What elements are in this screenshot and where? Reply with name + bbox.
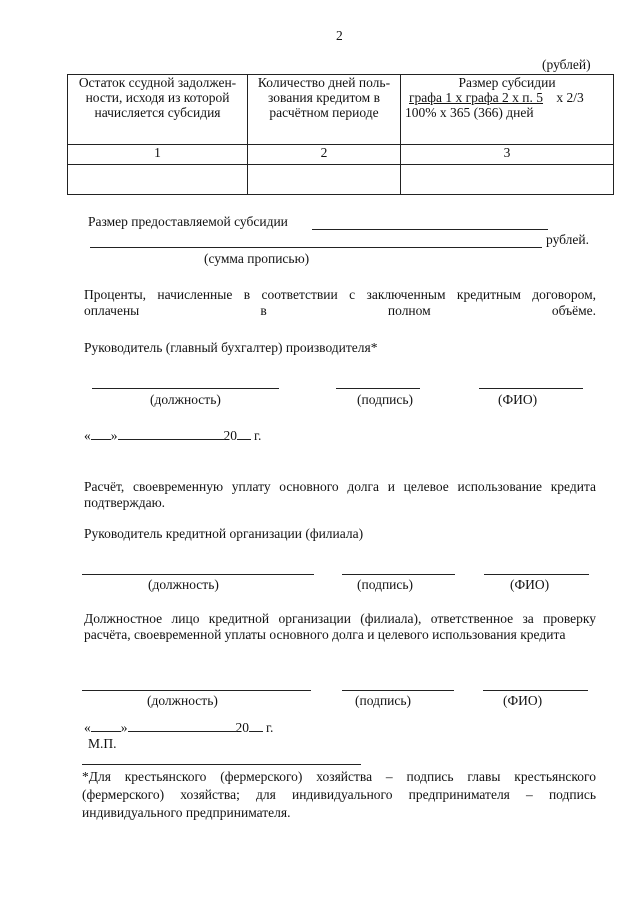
column-number-2: 2 bbox=[248, 145, 401, 165]
bank-fio-label: (ФИО) bbox=[510, 577, 550, 592]
header-subsidy: Размер субсидии графа 1 х графа 2 х п. 5 х 2/3 100% х 365 (366) дней bbox=[401, 75, 614, 145]
official-fio-field[interactable] bbox=[483, 690, 588, 691]
page-number: 2 bbox=[336, 28, 343, 43]
header-days: Количество дней поль- зования кредитом в расчётном периоде bbox=[248, 75, 401, 145]
formula-factor: х 2/3 bbox=[556, 90, 584, 105]
cell-days-value[interactable] bbox=[248, 165, 401, 195]
cell-balance-value[interactable] bbox=[68, 165, 248, 195]
confirmation-text: Расчёт, своевременную уплату основного долга и целевое использование кредита подтверждаю. bbox=[84, 479, 596, 510]
bank-position-label: (должность) bbox=[148, 577, 219, 592]
date-line-2: « » 20 г. bbox=[84, 720, 274, 735]
official-position-field[interactable] bbox=[82, 690, 311, 691]
subsidy-label: Размер предоставляемой субсидии bbox=[88, 214, 288, 229]
date-line-1: « » 20 г. bbox=[84, 428, 262, 443]
producer-signature-field[interactable] bbox=[336, 388, 420, 389]
column-number-3: 3 bbox=[401, 145, 614, 165]
rubles-label: рублей. bbox=[546, 232, 590, 247]
official-fio-label: (ФИО) bbox=[503, 693, 543, 708]
column-number-1: 1 bbox=[68, 145, 248, 165]
official-signature-label: (подпись) bbox=[355, 693, 412, 708]
header-balance: Остаток ссудной задолжен- ности, исходя из которой начисляется субсидия bbox=[68, 75, 248, 145]
bank-signature-label: (подпись) bbox=[357, 577, 414, 592]
footnote: *Для крестьянского (фермерского) хозяйства – подпись главы крестьянского (фермерского) хозяйства; для индивидуального предпринимателя – подпись индивидуального предпринимателя. bbox=[82, 769, 596, 820]
subsidy-words-field[interactable] bbox=[90, 247, 542, 248]
interest-statement: Проценты, начисленные в соответствии с заключенным кредитным договором, оплачены в полном объёме. bbox=[84, 287, 596, 318]
official-signature-field[interactable] bbox=[342, 690, 454, 691]
seal-label: М.П. bbox=[88, 736, 117, 751]
producer-fio-label: (ФИО) bbox=[498, 392, 538, 407]
bank-signature-field[interactable] bbox=[342, 574, 455, 575]
official-position-label: (должность) bbox=[147, 693, 218, 708]
unit-label: (рублей) bbox=[542, 57, 591, 72]
bank-head-label: Руководитель кредитной организации (филиала) bbox=[84, 526, 364, 541]
producer-fio-field[interactable] bbox=[479, 388, 583, 389]
in-words-label: (сумма прописью) bbox=[204, 251, 310, 266]
footnote-separator bbox=[82, 764, 361, 765]
formula-numerator: графа 1 х графа 2 х п. 5 bbox=[409, 90, 544, 105]
producer-head-label: Руководитель (главный бухгалтер) производителя* bbox=[84, 340, 378, 355]
bank-position-field[interactable] bbox=[82, 574, 314, 575]
producer-position-field[interactable] bbox=[92, 388, 279, 389]
calculation-table bbox=[67, 74, 614, 195]
producer-position-label: (должность) bbox=[150, 392, 221, 407]
cell-subsidy-value[interactable] bbox=[401, 165, 614, 195]
producer-signature-label: (подпись) bbox=[357, 392, 414, 407]
subsidy-amount-field[interactable] bbox=[312, 229, 548, 230]
bank-fio-field[interactable] bbox=[484, 574, 589, 575]
official-text: Должностное лицо кредитной организации (филиала), ответственное за проверку расчёта, своевременной уплаты основного долга и целевого использования кредита bbox=[84, 611, 596, 642]
formula-denominator: 100% х 365 (366) дней bbox=[405, 105, 534, 120]
